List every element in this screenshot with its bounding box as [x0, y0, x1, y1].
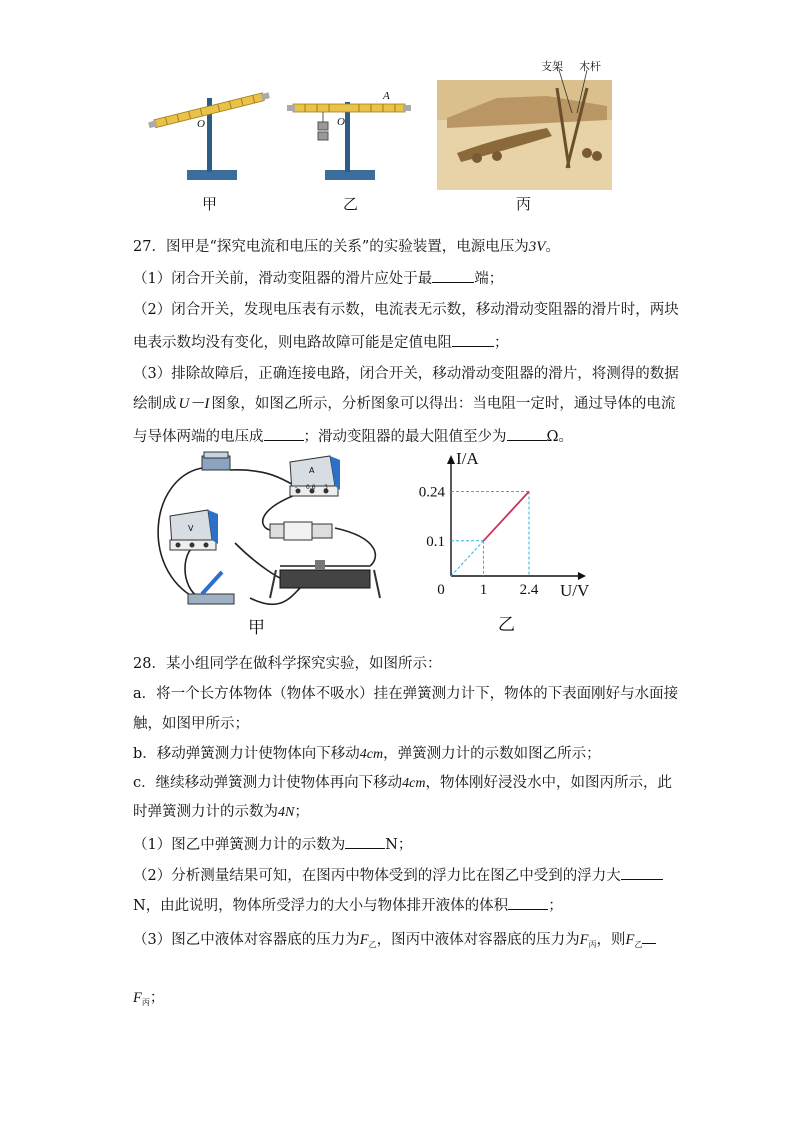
q28-part2-line1: （2）分析测量结果可知，在图丙中物体受到的浮力比在图乙中受到的浮力大: [133, 865, 663, 886]
ancient-lever-photo: [437, 58, 612, 190]
x-tick-label: 0: [437, 582, 445, 598]
q28-a-line1: a．将一个长方体物体（物体不吸水）挂在弹簧测力计下，物体的下表面刚好与水面接: [133, 686, 679, 702]
q28-stem: 28．某小组同学在做科学探究实验，如图所示：: [133, 656, 442, 672]
fulcrum-label: O: [337, 116, 345, 128]
bracket-label: 支架: [541, 60, 563, 73]
q28-b: b．移动弹簧测力计使物体向下移动4cm，弹簧测力计的示数如图乙所示；: [133, 746, 601, 762]
q28-part3-tail: $F_丙$；: [133, 990, 165, 1007]
ammeter-terminal: 3: [324, 484, 328, 491]
data-line: [484, 492, 530, 541]
x-tick-label: 2.4: [519, 582, 539, 598]
fulcrum-label: O: [197, 118, 205, 130]
lever-figure-jia: [145, 80, 275, 190]
y-tick-label: 0.1: [426, 533, 445, 550]
y-axis-label: I/A: [456, 449, 479, 468]
ammeter-terminal: 0.6: [306, 484, 316, 491]
q27-part3-line2: 绘制成 U－I 图象，如图乙所示，分析图象可以得出：当电阻一定时，通过导体的电流: [133, 396, 676, 412]
q28-c-line1: c．继续移动弹簧测力计使物体再向下移动4cm，物体刚好浸没水中，如图丙所示，此: [133, 775, 672, 791]
ammeter-letter: A: [309, 466, 315, 475]
ui-chart: [400, 448, 610, 638]
pole-label: 木杆: [579, 60, 601, 73]
q27-part3-line3: 与导体两端的电压成 ；滑动变阻器的最大阻值至少为 Ω。: [133, 426, 573, 447]
ammeter-terminal: -: [295, 484, 298, 491]
q27-part1: （1）闭合开关前，滑动变阻器的滑片应处于最 端；: [133, 268, 503, 289]
data-line: [451, 541, 484, 576]
q28-a-line2: 触，如图甲所示；: [133, 716, 249, 732]
q28-part1: （1）图乙中弹簧测力计的示数为 N；: [133, 834, 412, 855]
caption-yi: 乙: [343, 195, 359, 213]
q28-part3: （3）图乙中液体对容器底的压力为$F_乙$，图丙中液体对容器底的压力为$F_丙$，则$F_乙$: [133, 929, 656, 955]
y-axis-arrow: [447, 455, 455, 464]
point-a-label: A: [383, 90, 390, 102]
circuit-caption: 甲: [248, 618, 265, 638]
caption-jia: 甲: [202, 195, 218, 213]
q27-part2-line2: 电表示数均没有变化，则电路故障可能是定值电阻 ；: [133, 332, 509, 353]
x-tick-label: 1: [479, 582, 488, 598]
circuit-diagram: [140, 448, 390, 618]
q27-part3-line1: （3）排除故障后，正确连接电路，闭合开关，移动滑动变阻器的滑片，将测得的数据: [133, 366, 679, 382]
x-axis-arrow: [578, 572, 586, 580]
caption-bing: 丙: [516, 195, 532, 213]
voltmeter-letter: V: [188, 524, 194, 533]
q27-stem: 27．图甲是“探究电流和电压的关系”的实验装置，电源电压为3V。: [133, 239, 560, 255]
q28-c-line2: 时弹簧测力计的示数为4N；: [133, 804, 309, 820]
lever-figure-yi: [285, 80, 415, 190]
q28-part2-line2: N，由此说明，物体所受浮力的大小与物体排开液体的体积 ；: [133, 895, 563, 916]
y-tick-label: 0.24: [418, 484, 445, 501]
q27-part2-line1: （2）闭合开关，发现电压表有示数，电流表无示数，移动滑动变阻器的滑片时，两块: [133, 302, 679, 318]
chart-caption: 乙: [498, 615, 515, 635]
x-axis-label: U/V: [560, 581, 590, 600]
